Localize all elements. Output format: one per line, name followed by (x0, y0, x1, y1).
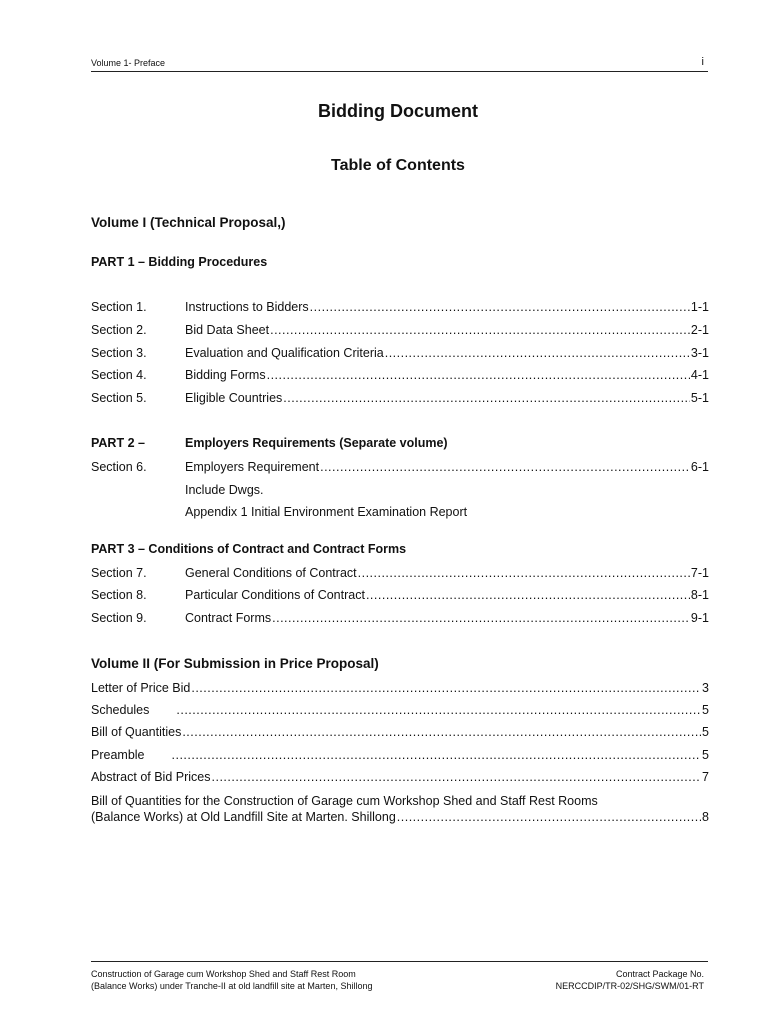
section-number: Section 7. (91, 566, 147, 580)
item-title: Letter of Price Bid (91, 681, 191, 695)
section-title: Particular Conditions of Contract (185, 588, 365, 602)
toc-entry[interactable] (91, 564, 709, 582)
volume-1-heading: Volume I (Technical Proposal,) (91, 215, 286, 230)
part-3-heading: PART 3 – Conditions of Contract and Contract Forms (91, 542, 407, 556)
dot-leader (270, 321, 690, 339)
section-number: Section 4. (91, 368, 147, 382)
toc-entry[interactable] (91, 344, 709, 362)
dot-leader (320, 458, 690, 476)
toc-entry[interactable] (91, 701, 709, 719)
item-title-continued: (Balance Works) at Old Landfill Site at Marten. Shillong (91, 810, 396, 824)
dot-leader (385, 344, 690, 362)
part-2-heading: Employers Requirements (Separate volume) (185, 436, 448, 450)
page-number: 3-1 (690, 346, 709, 360)
part-2-label: PART 2 – (91, 436, 145, 450)
item-title: Bill of Quantities for the Construction of Garage cum Workshop Shed and Staff Rest Rooms (91, 794, 598, 808)
toc-entry[interactable] (91, 609, 709, 627)
dot-leader (358, 564, 690, 582)
page-number: 5 (702, 748, 709, 762)
page-number: 5 (702, 703, 709, 717)
page-header (91, 57, 708, 72)
toc-entry[interactable] (91, 298, 709, 316)
dot-leader (212, 768, 702, 786)
document-title: Bidding Document (318, 101, 478, 121)
toc-entry[interactable] (91, 723, 709, 741)
dot-leader (176, 701, 701, 719)
page-number: 7 (702, 770, 709, 784)
page-footer (91, 961, 708, 991)
volume-2-heading: Volume II (For Submission in Price Proposal) (91, 656, 379, 671)
footer-left-line2: (Balance Works) under Tranche-II at old landfill site at Marten, Shillong (91, 981, 373, 991)
section-title: General Conditions of Contract (185, 566, 357, 580)
section-title: Eligible Countries (185, 391, 283, 405)
toc-entry[interactable] (91, 746, 709, 764)
toc-entry[interactable] (91, 389, 709, 407)
section-number: Section 9. (91, 611, 147, 625)
item-title: Schedules (91, 703, 150, 717)
page-number: 4-1 (690, 368, 709, 382)
item-title: Abstract of Bid Prices (91, 770, 211, 784)
toc-entry[interactable] (91, 366, 709, 384)
section-number: Section 1. (91, 300, 147, 314)
toc-entry[interactable] (91, 768, 709, 786)
toc-entry[interactable] (91, 808, 709, 826)
section-title: Instructions to Bidders (185, 300, 309, 314)
header-volume-label: Volume 1- Preface (91, 58, 166, 68)
section-title: Bidding Forms (185, 368, 266, 382)
section-title: Contract Forms (185, 611, 272, 625)
page-number: 7-1 (690, 566, 709, 580)
page-number: 3 (702, 681, 709, 695)
page-number: 5 (702, 725, 709, 739)
page-number: 8-1 (690, 588, 709, 602)
page-number: 6-1 (690, 460, 709, 474)
page-number: 2-1 (690, 323, 709, 337)
dot-leader (267, 366, 690, 384)
footer-left-line1: Construction of Garage cum Workshop Shed and Staff Rest Room (91, 969, 356, 979)
dot-leader (191, 679, 701, 697)
footer-contract-package (556, 968, 704, 992)
footer-project-description (91, 968, 372, 992)
section-number: Section 2. (91, 323, 147, 337)
toc-entry[interactable] (91, 458, 709, 476)
item-title: Preamble (91, 748, 145, 762)
page-number: 5-1 (690, 391, 709, 405)
page-number: 9-1 (690, 611, 709, 625)
footer-right-line1: Contract Package No. (615, 969, 704, 979)
toc-entry[interactable] (91, 586, 709, 604)
section-note: Include Dwgs. (185, 483, 264, 497)
toc-title: Table of Contents (331, 157, 465, 174)
item-title: Bill of Quantities (91, 725, 182, 739)
dot-leader (397, 808, 701, 826)
page-number: 8 (702, 810, 709, 824)
section-title: Evaluation and Qualification Criteria (185, 346, 384, 360)
dot-leader (310, 298, 690, 316)
section-number: Section 3. (91, 346, 147, 360)
part-1-heading: PART 1 – Bidding Procedures (91, 255, 268, 269)
section-title: Employers Requirement (185, 460, 320, 474)
dot-leader (283, 389, 690, 407)
section-note: Appendix 1 Initial Environment Examination Report (185, 505, 468, 519)
dot-leader (172, 746, 702, 764)
section-title: Bid Data Sheet (185, 323, 270, 337)
section-number: Section 6. (91, 460, 147, 474)
dot-leader (272, 609, 690, 627)
header-page-number: i (701, 56, 704, 68)
footer-right-line2: NERCCDIP/TR-02/SHG/SWM/01-RT (555, 981, 704, 991)
dot-leader (182, 723, 701, 741)
dot-leader (366, 586, 690, 604)
section-number: Section 8. (91, 588, 147, 602)
toc-entry[interactable] (91, 679, 709, 697)
section-number: Section 5. (91, 391, 147, 405)
toc-entry[interactable] (91, 321, 709, 339)
page-number: 1-1 (690, 300, 709, 314)
